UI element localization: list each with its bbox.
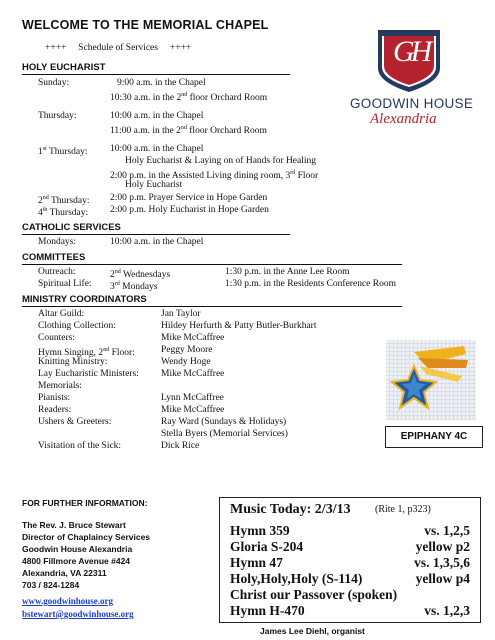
thursday-time-2: 11:00 a.m. in the 2nd floor Orchard Room	[110, 125, 267, 137]
ministry-role: Pianists:	[38, 393, 71, 403]
logo-name: GOODWIN HOUSE	[350, 96, 474, 111]
ministry-role: Clothing Collection:	[38, 321, 116, 331]
organist-credit: James Lee Diehl, organist	[260, 626, 365, 636]
first-thursday-label: 1st Thursday:	[38, 146, 88, 158]
section-divider	[22, 74, 290, 75]
shooting-star-icon	[386, 340, 476, 420]
ministry-name: Jan Taylor	[161, 309, 201, 319]
music-row: Gloria S-204 yellow p2	[230, 539, 470, 554]
contact-line: Goodwin House Alexandria	[22, 544, 133, 554]
music-row: Christ our Passover (spoken)	[230, 587, 398, 602]
logo-monogram: GH	[393, 35, 429, 68]
fourth-thursday-time: 2:00 p.m. Holy Eucharist in Hope Garden	[110, 205, 269, 215]
ministry-role: Altar Guild:	[38, 309, 85, 319]
ministry-role: Ushers & Greeters:	[38, 417, 112, 427]
fourth-thursday-label: 4th Thursday:	[38, 207, 89, 219]
section-divider	[22, 264, 402, 265]
ministry-name: Lynn McCaffree	[161, 393, 224, 403]
star-mosaic-image	[386, 340, 476, 420]
ministry-name: Wendy Hoge	[161, 357, 211, 367]
first-thursday-desc-2: Holy Eucharist	[125, 180, 183, 190]
sunday-time-1: 9:00 a.m. in the Chapel	[117, 78, 206, 88]
music-row: Hymn 359 vs. 1,2,5	[230, 523, 470, 538]
ministry-role: Counters:	[38, 333, 75, 343]
catholic-time: 10:00 a.m. in the Chapel	[110, 237, 204, 247]
goodwin-house-logo	[344, 24, 474, 134]
music-box	[219, 497, 481, 623]
contact-line: 4800 Fillmore Avenue #424	[22, 556, 131, 566]
holy-eucharist-heading: HOLY EUCHARIST	[22, 62, 106, 73]
ministry-role: Readers:	[38, 405, 72, 415]
ministry-role: Visitation of the Sick:	[38, 441, 122, 451]
ministry-role: Knitting Ministry:	[38, 357, 108, 367]
music-row: Hymn 47 vs. 1,3,5,6	[230, 555, 470, 570]
ministry-name: Mike McCaffree	[161, 405, 225, 415]
committees-heading: COMMITTEES	[22, 252, 86, 263]
logo-place: Alexandria	[370, 111, 437, 127]
email-link[interactable]: bstewart@goodwinhouse.org	[22, 609, 134, 619]
first-thursday-time-1: 10:00 a.m. in the Chapel	[110, 144, 204, 154]
contact-line: The Rev. J. Bruce Stewart	[22, 520, 126, 530]
ministry-role: Lay Eucharistic Ministers:	[38, 369, 139, 379]
spiritual-life-label: Spiritual Life:	[38, 279, 92, 289]
ministry-name: Ray Ward (Sundays & Holidays)	[161, 417, 287, 427]
schedule-heading: ++++ Schedule of Services ++++	[45, 43, 192, 53]
further-info-heading: FOR FURTHER INFORMATION:	[22, 498, 148, 508]
music-row: Holy,Holy,Holy (S-114) yellow p4	[230, 571, 470, 586]
sunday-time-2: 10:30 a.m. in the 2nd floor Orchard Room	[110, 92, 268, 104]
ministry-name: Mike McCaffree	[161, 369, 225, 379]
ministry-name: Mike McCaffree	[161, 333, 225, 343]
second-thursday-label: 2nd Thursday:	[38, 195, 90, 207]
outreach-label: Outreach:	[38, 267, 76, 277]
first-thursday-time-2: 2:00 p.m. in the Assisted Living dining room, 3rd Floor	[110, 170, 319, 182]
contact-line: Director of Chaplaincy Services	[22, 532, 151, 542]
ministry-name: Dick Rice	[161, 441, 200, 451]
catholic-heading: CATHOLIC SERVICES	[22, 222, 121, 233]
spiritual-life-where: 1:30 p.m. in the Residents Conference Room	[225, 279, 396, 289]
contact-line: Alexandria, VA 22311	[22, 568, 107, 578]
first-thursday-desc-1: Holy Eucharist & Laying on of Hands for Healing	[125, 156, 317, 166]
sunday-label: Sunday:	[38, 78, 70, 88]
ministry-name: Stella Byers (Memorial Services)	[161, 429, 288, 439]
music-row: Hymn H-470 vs. 1,2,3	[230, 603, 470, 618]
music-title: Music Today: 2/3/13	[230, 502, 351, 517]
outreach-where: 1:30 p.m. in the Anne Lee Room	[225, 267, 350, 277]
music-rite: (Rite 1, p323)	[375, 504, 431, 515]
section-divider	[22, 234, 290, 235]
ministry-role: Memorials:	[38, 381, 82, 391]
page-title: WELCOME TO THE MEMORIAL CHAPEL	[22, 18, 269, 32]
ministry-heading: MINISTRY COORDINATORS	[22, 294, 147, 305]
ministry-name: Hildey Herfurth & Patty Butler-Burkhart	[161, 321, 317, 331]
contact-line: 703 / 824-1284	[22, 580, 80, 590]
epiphany-label: EPIPHANY 4C	[385, 426, 483, 448]
second-thursday-time: 2:00 p.m. Prayer Service in Hope Garden	[110, 193, 268, 203]
spiritual-life-when: 3rd Mondays	[110, 281, 158, 293]
thursday-time-1: 10:00 a.m. in the Chapel	[110, 111, 204, 121]
ministry-name: Peggy Moore	[161, 345, 213, 355]
website-link[interactable]: www.goodwinhouse.org	[22, 596, 114, 606]
thursday-label: Thursday:	[38, 111, 77, 121]
outreach-when: 2nd Wednesdays	[110, 269, 171, 281]
section-divider	[22, 306, 402, 307]
catholic-label: Mondays:	[38, 237, 76, 247]
ministry-role: Hymn Singing, 2nd Floor:	[38, 347, 135, 359]
